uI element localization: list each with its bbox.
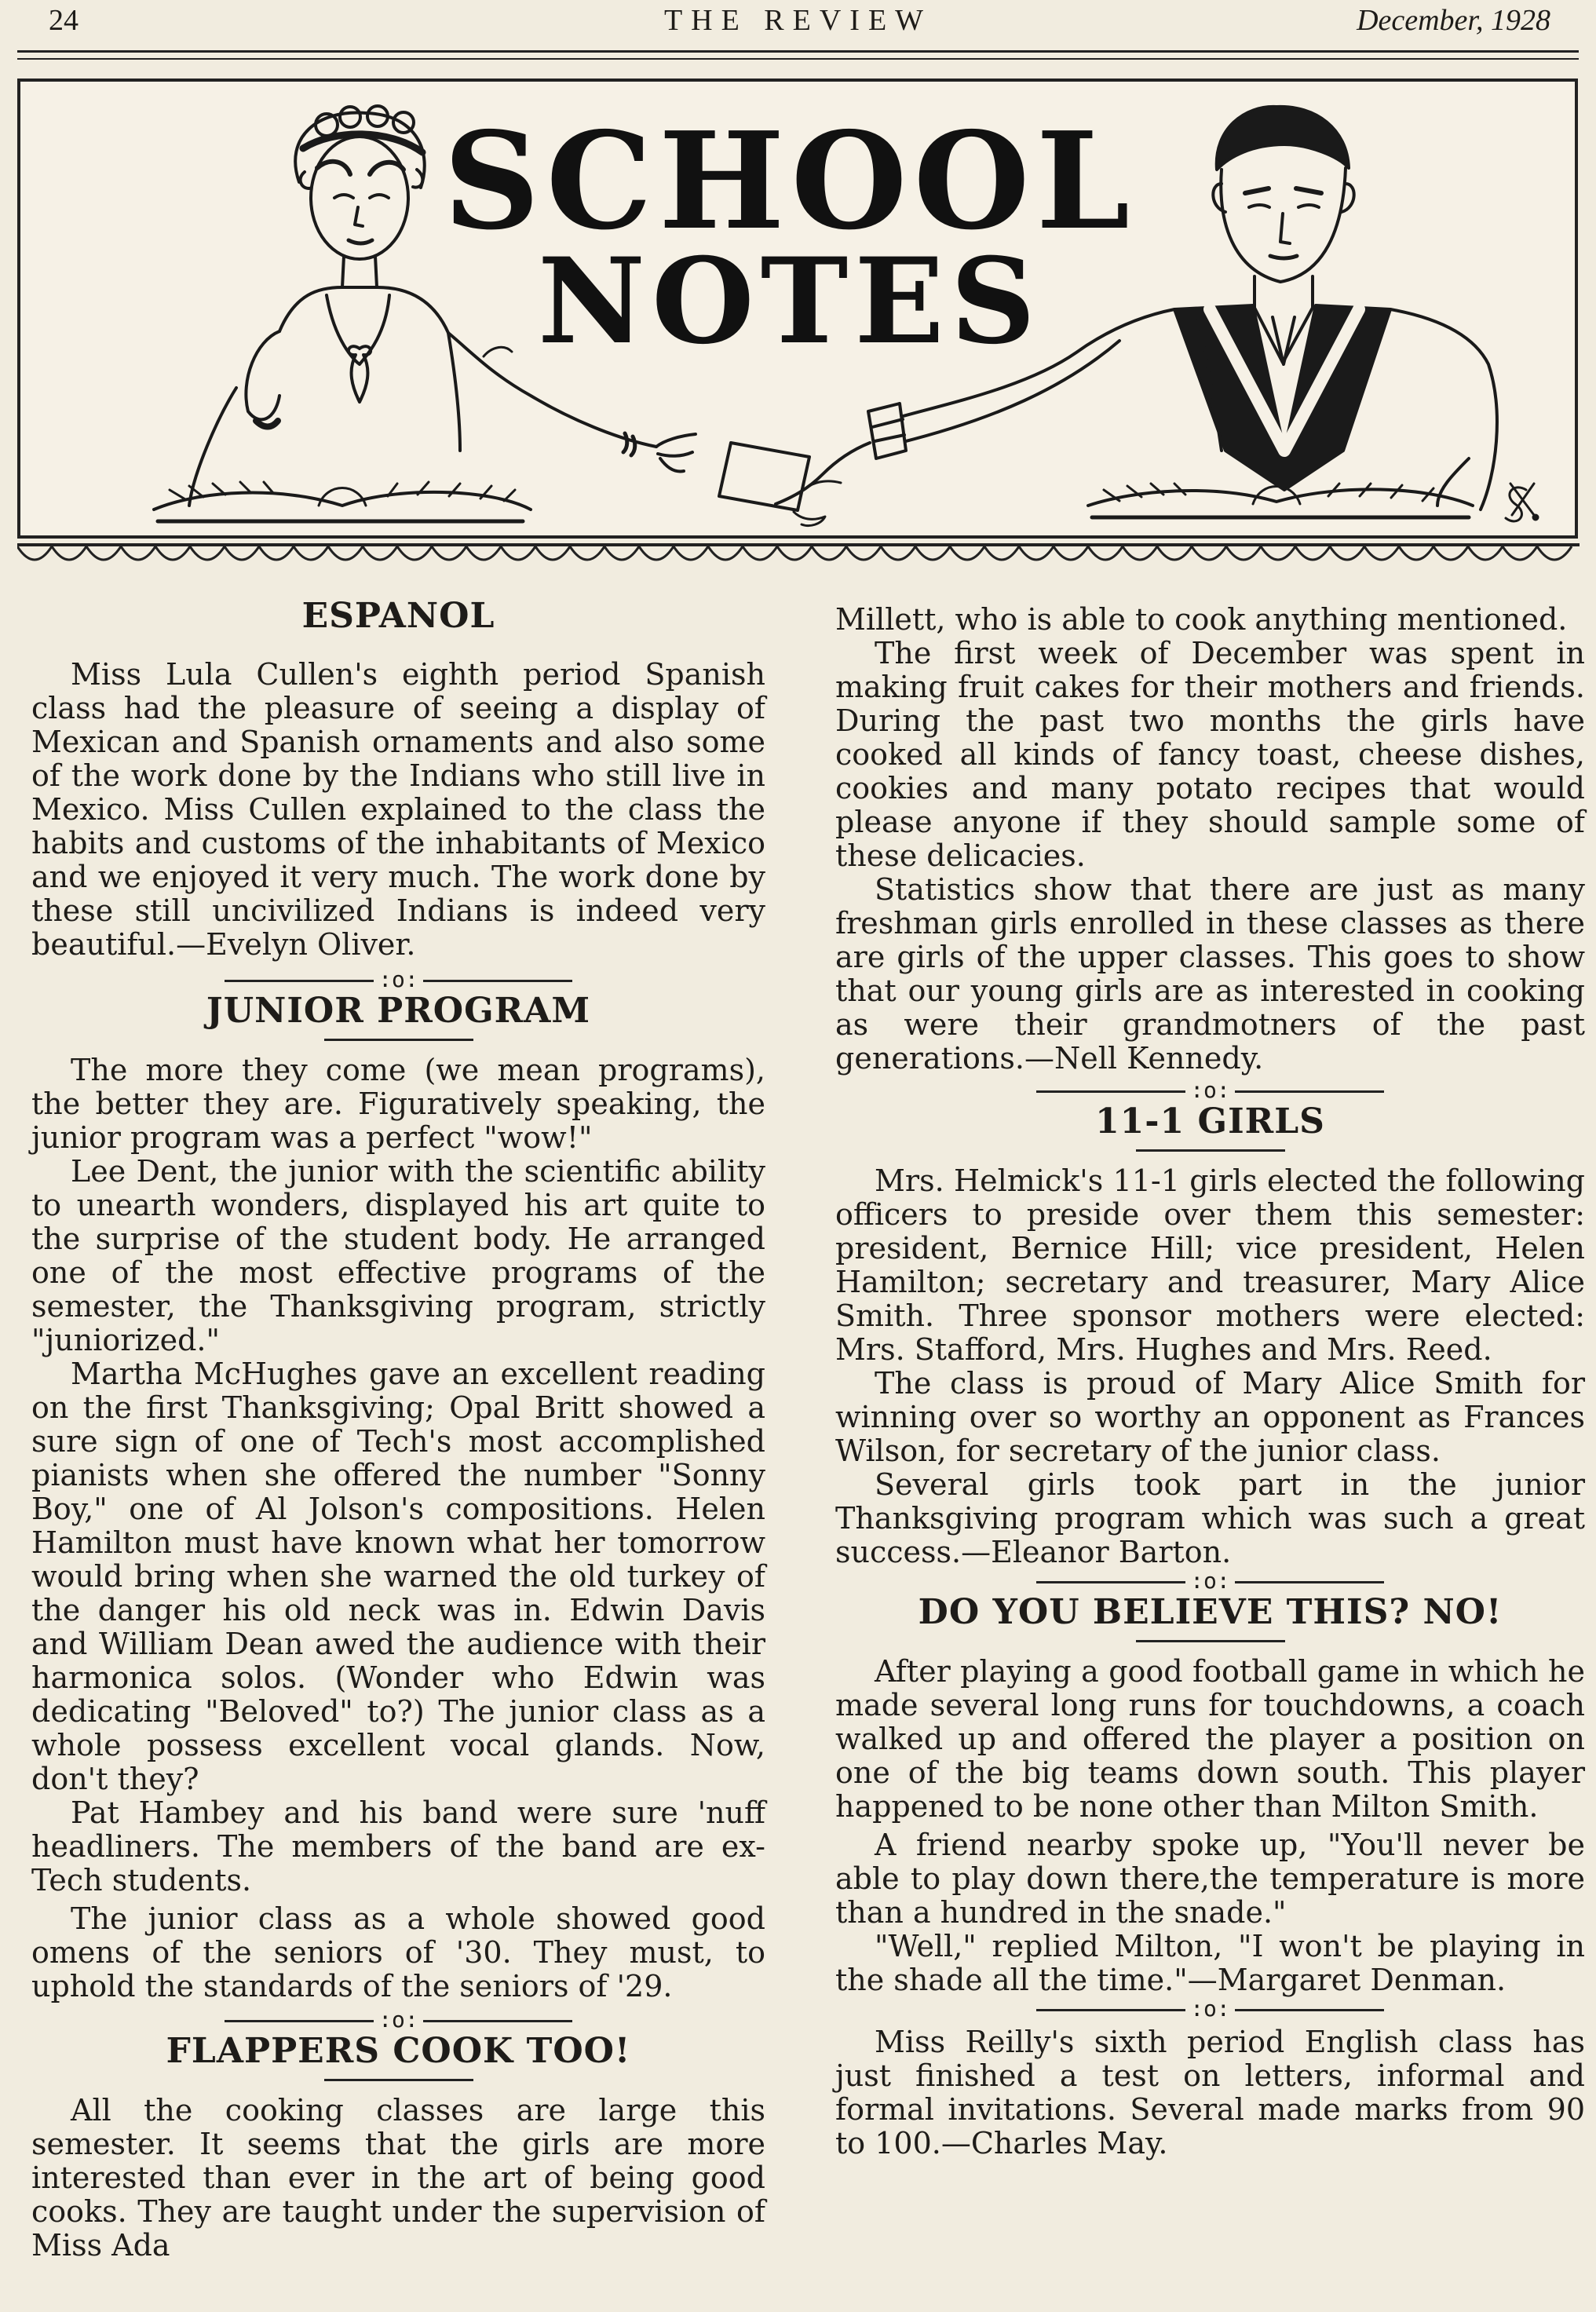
believe-paragraph-3: "Well," replied Milton, "I won't be playing in the shade all the time."—Margaret Denman. <box>835 1929 1585 1997</box>
separator: :o: <box>835 1569 1585 1593</box>
girls-paragraph-3: Several girls took part in the junior Thanksgiving program which was such a great success.—Eleanor Barton. <box>835 1467 1585 1569</box>
espanol-paragraph: Miss Lula Cullen's eighth period Spanish class had the pleasure of seeing a display of Mexican and Spanish ornaments and also some of the work done by the Indians who still live in Mexico. Miss Cullen explained to the class the habits and customs of the inhabitants of Mexico and we enjoyed it very much. The work done by these still uncivilized Indians is indeed very beautiful.—Evelyn Oliver. <box>31 657 765 962</box>
flappers-paragraph-1: All the cooking classes are large this semester. It seems that the girls are more interested than ever in the art of being good cooks. They are taught under the supervision of Miss Ada <box>31 2093 765 2263</box>
flappers-paragraph-2: The first week of December was spent in making fruit cakes for their mothers and friends. During the past two months the girls have cooked all kinds of fancy toast, cheese dishes, cookies and many potato recipes that would please anyone if they should sample some of these delicacies. <box>835 636 1585 873</box>
heading-underline <box>1136 1640 1285 1642</box>
heading-underline <box>1136 1149 1285 1152</box>
scalloped-border <box>17 542 1580 570</box>
banner-title-school: SCHOOL <box>443 103 1137 260</box>
right-column <box>835 603 1585 2160</box>
left-column <box>31 597 765 2263</box>
banner-title-notes: NOTES <box>537 232 1043 371</box>
heading-junior-program: JUNIOR PROGRAM <box>206 991 591 1031</box>
open-book-left-icon <box>154 482 531 521</box>
separator: :o: <box>31 968 765 992</box>
junior-paragraph-5: The junior class as a whole showed good omens of the seniors of '30. They must, to uphold the standards of the seniors of '29. <box>31 1901 765 2003</box>
flappers-paragraph-3: Statistics show that there are just as many freshman girls enrolled in these classes as there are girls of the upper classes. This goes to show that our young girls are as interested in cooking as were their grandmotners of the past generations.—Nell Kennedy. <box>835 872 1585 1076</box>
junior-paragraph-3: Martha McHughes gave an excellent reading on the first Thanksgiving; Opal Britt showed a sure sign of one of Tech's most accomplished pianists when she offered the number "Sonny Boy," one of Al Jolson's compositions. Helen Hamilton must have known what her tomorrow would bring when she warned the old turkey of the danger his old neck was in. Edwin Davis and William Dean awed the audience with their harmonica solos. (Wonder who Edwin was dedicating "Beloved" to?) The junior class as a whole possess excellent vocal glands. Now, don't they? <box>31 1357 765 1796</box>
artist-monogram-icon <box>1506 484 1538 521</box>
flappers-continuation: Millett, who is able to cook anything mentioned. <box>835 602 1568 637</box>
junior-paragraph-1: The more they come (we mean programs), the better they are. Figuratively speaking, the junior program was a perfect "wow!" <box>31 1053 765 1155</box>
junior-paragraph-4: Pat Hambey and his band were sure 'nuff headliners. The members of the band are ex-Tech students. <box>31 1795 765 1897</box>
header-rule <box>17 50 1579 53</box>
heading-underline <box>324 1039 473 1041</box>
separator: :o: <box>835 1079 1585 1102</box>
separator: :o: <box>31 2008 765 2032</box>
section-banner <box>17 79 1578 539</box>
english-paragraph: Miss Reilly's sixth period English class has just finished a test on letters, informal and formal invitations. Several made marks from 90 to 100.—Charles May. <box>835 2025 1585 2160</box>
page-number: 24 <box>49 4 79 37</box>
heading-11-1-girls: 11-1 GIRLS <box>1095 1101 1325 1141</box>
heading-underline <box>324 2079 473 2081</box>
separator: :o: <box>835 1997 1585 2021</box>
running-header <box>19 0 1577 50</box>
heading-do-you-believe: DO YOU BELIEVE THIS? NO! <box>918 1592 1503 1632</box>
junior-paragraph-2: Lee Dent, the junior with the scientific ability to unearth wonders, displayed his art quite to the surprise of the student body. He arranged one of the most effective programs of the semester, the Thanksgiving program, strictly "juniorized." <box>31 1154 765 1357</box>
girls-paragraph-2: The class is proud of Mary Alice Smith for winning over so worthy an opponent as Frances Wilson, for secretary of the junior class. <box>835 1366 1585 1468</box>
header-rule-double <box>17 58 1579 60</box>
heading-flappers: FLAPPERS COOK TOO! <box>166 2031 631 2071</box>
believe-paragraph-1: After playing a good football game in which he made several long runs for touchdowns, a coach walked up and offered the player a position on one of the big teams down south. This player happened to be none other than Milton Smith. <box>835 1654 1585 1824</box>
heading-espanol: ESPANOL <box>301 596 495 636</box>
issue-date: December, 1928 <box>1357 4 1550 37</box>
girls-paragraph-1: Mrs. Helmick's 11-1 girls elected the following officers to preside over them this semester: president, Bernice Hill; vice president, Helen Hamilton; secretary and treasurer, Mary Alice Smith. Three sponsor mothers were elected: Mrs. Stafford, Mrs. Hughes and Mrs. Reed. <box>835 1163 1585 1367</box>
believe-paragraph-2: A friend nearby spoke up, "You'll never be able to play down there,the temperature is more than a hundred in the snade." <box>835 1828 1585 1930</box>
publication-title: THE REVIEW <box>663 4 933 37</box>
